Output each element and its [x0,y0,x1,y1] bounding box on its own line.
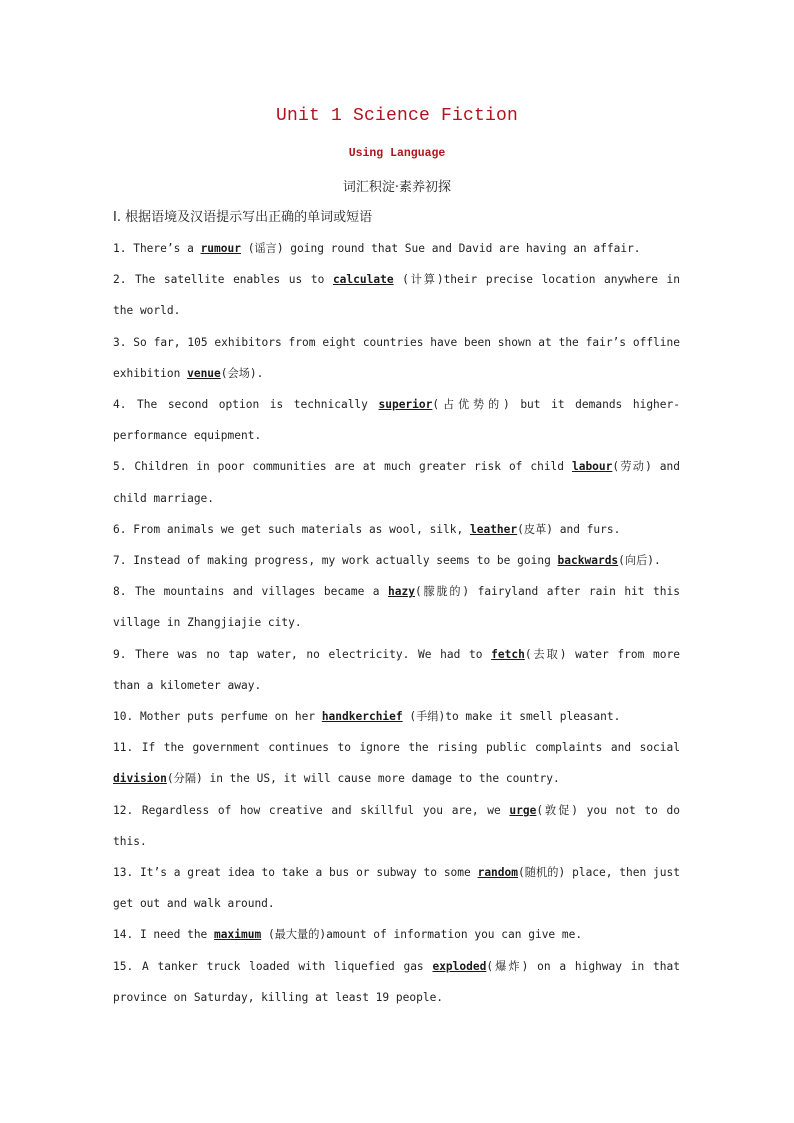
answer-word: exploded [432,959,487,973]
exercise-item: 14. I need the maximum (最大量的)amount of information you can give me. [113,928,583,942]
answer-word: urge [509,803,537,817]
section-heading: 词汇积淀·素养初探 [342,180,452,195]
exercise-instruction: Ⅰ. 根据语境及汉语提示写出正确的单词或短语 [113,210,373,225]
answer-word: division [113,772,167,786]
answer-word: handkerchief [321,710,403,724]
answer-word: hazy [388,585,415,599]
exercise-item: 15. A tanker truck loaded with liquefied gas exploded(爆炸) on a highway in that province on Saturday, killing at least 19 people. [113,959,680,1004]
exercise-item: 1. There’s a rumour (谣言) going round that Sue and David are having an affair. [113,242,641,255]
answer-word: rumour [200,242,241,255]
exercise-item: 13. It’s a great idea to take a bus or subway to some random(随机的) place, then just get out and walk around. [113,866,680,911]
exercise-item: 3. So far, 105 exhibitors from eight countries have been shown at the fair’s offline exhibition venue(会场). [113,335,680,380]
exercise-item: 5. Children in poor communities are at much greater risk of child labour(劳动) and child marriage. [113,460,680,505]
page-title: Unit 1 Science Fiction [275,106,519,126]
exercise-item: 6. From animals we get such materials as wool, silk, leather(皮革) and furs. [113,522,621,536]
answer-word: labour [571,460,613,474]
page-subtitle: Using Language [348,147,446,160]
exercise-item: 2. The satellite enables us to calculate (计算)their precise location anywhere in the world. [113,273,680,318]
exercise-item: 8. The mountains and villages became a hazy(朦胧的) fairyland after rain hit this village in Zhangjiajie city. [113,585,680,630]
exercise-item: 9. There was no tap water, no electricity. We had to fetch(去取) water from more than a kilometer away. [113,647,680,692]
exercise-item: 12. Regardless of how creative and skillful you are, we urge(敦促) you not to do this. [113,803,680,848]
exercise-item: 4. The second option is technically superior(占优势的) but it demands higher-performance equipment. [113,398,681,443]
answer-word: fetch [491,647,525,661]
answer-word: maximum [214,928,262,942]
answer-word: random [477,866,518,880]
exercise-list [113,233,680,1013]
answer-word: backwards [557,554,619,568]
answer-word: superior [378,398,433,412]
exercise-item: 7. Instead of making progress, my work actually seems to be going backwards(向后). [113,554,661,568]
answer-word: leather [469,522,518,536]
exercise-item: 11. If the government continues to ignore the rising public complaints and social division(分隔) in the US, it will cause more damage to the country. [113,741,680,786]
answer-word: venue [187,366,221,380]
answer-word: calculate [332,273,394,287]
exercise-item: 10. Mother puts perfume on her handkerchief (手绢)to make it smell pleasant. [113,710,621,724]
